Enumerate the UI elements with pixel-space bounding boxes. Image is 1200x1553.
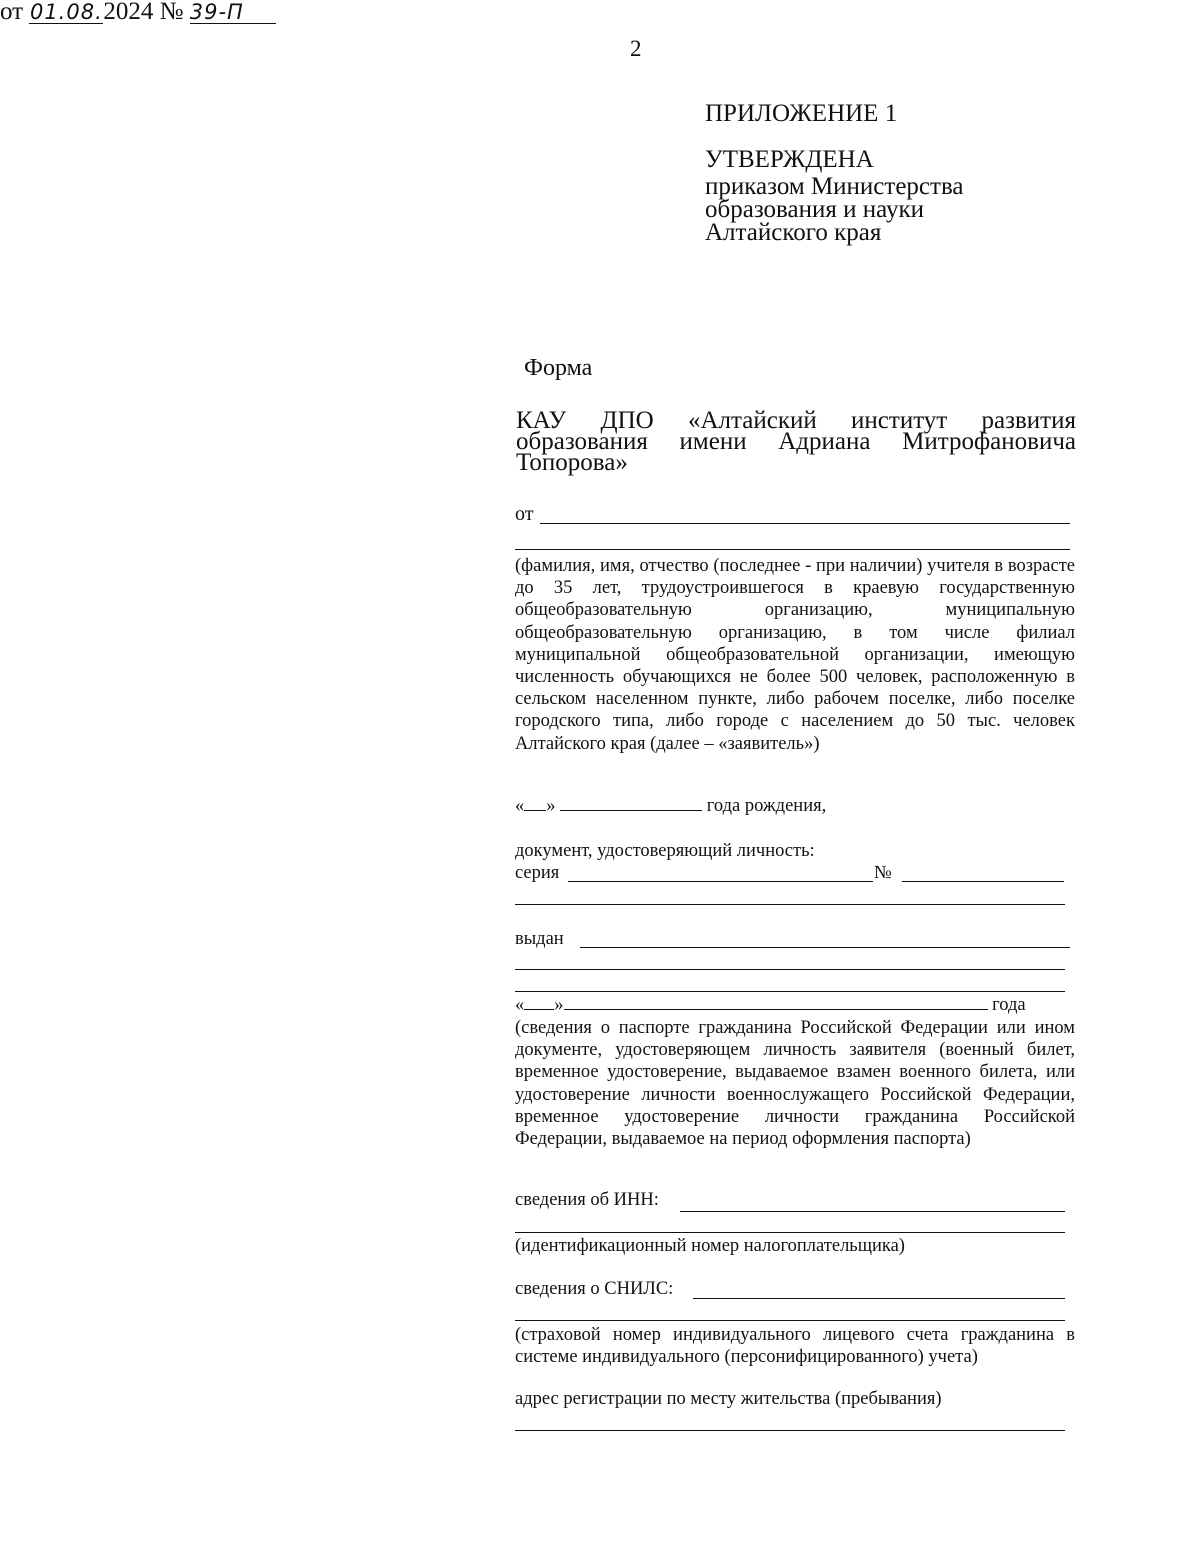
applicant-name-field-line-2[interactable] bbox=[515, 549, 1070, 550]
address-label: адрес регистрации по месту жительства (пребывания) bbox=[515, 1389, 942, 1409]
quote-open: « bbox=[515, 796, 525, 816]
birth-label: года рождения, bbox=[706, 796, 827, 816]
doc-number-field[interactable] bbox=[902, 881, 1064, 882]
doc-number-label: № bbox=[874, 863, 892, 883]
inn-field-line-2[interactable] bbox=[515, 1232, 1065, 1233]
series-field[interactable] bbox=[568, 881, 873, 882]
snils-label: сведения о СНИЛС: bbox=[515, 1279, 674, 1299]
birth-date-row bbox=[515, 796, 826, 817]
id-doc-extra-field[interactable] bbox=[515, 904, 1065, 905]
applicant-name-field[interactable] bbox=[540, 523, 1070, 524]
order-year: 2024 bbox=[103, 0, 154, 25]
approval-stamp bbox=[0, 0, 1200, 246]
issue-month-year-field[interactable] bbox=[564, 1009, 988, 1010]
order-line-1: приказом Министерства bbox=[705, 173, 964, 200]
quote-open: « bbox=[515, 995, 525, 1015]
issue-date-row bbox=[515, 995, 1026, 1016]
order-line-2: образования и науки bbox=[705, 196, 924, 223]
form-label: Форма bbox=[524, 355, 593, 381]
quote-close: » bbox=[554, 995, 564, 1015]
page-number: 2 bbox=[630, 36, 642, 61]
appendix-title: ПРИЛОЖЕНИЕ 1 bbox=[705, 100, 898, 127]
handwritten-number: 39-П bbox=[190, 1, 276, 24]
fio-note: (фамилия, имя, отчество (последнее - при наличии) учителя в возрасте до 35 лет, трудоустроившегося в краевую государственную общеобразовательную организацию, муниципальную общеобразовательную организацию, в том числе филиал муниципальной общеобразовательной организации, имеющую численность обучающихся не более 500 человек, расположенную в сельском населенном пункте, либо рабочем поселке, либо поселке городского типа, либо городе с населением до 50 тыс. человек Алтайского края (далее – «заявитель») bbox=[515, 556, 1075, 754]
order-date-line bbox=[0, 0, 1200, 24]
from-word: от bbox=[0, 0, 24, 25]
quote-close: » bbox=[546, 796, 556, 816]
issue-day-field[interactable] bbox=[524, 1009, 554, 1010]
inn-note: (идентификационный номер налогоплательщика) bbox=[515, 1236, 905, 1256]
order-line-3: Алтайского края bbox=[705, 219, 882, 246]
from-label: от bbox=[515, 503, 534, 525]
snils-note: (страховой номер индивидуального лицевого счета гражданина в системе индивидуального (персонифицированного) учета) bbox=[515, 1325, 1075, 1368]
number-sign: № bbox=[159, 0, 184, 25]
birth-month-year-field[interactable] bbox=[560, 810, 702, 811]
snils-field-line-2[interactable] bbox=[515, 1320, 1065, 1321]
addressee-block: КАУ ДПО «Алтайский институт развития образования имени Адриана Митрофановича Топорова» bbox=[516, 407, 1076, 476]
birth-day-field[interactable] bbox=[524, 810, 546, 811]
inn-label: сведения об ИНН: bbox=[515, 1190, 659, 1210]
approved-label: УТВЕРЖДЕНА bbox=[705, 146, 874, 173]
id-doc-title: документ, удостоверяющий личность: bbox=[515, 841, 815, 861]
year-word: года bbox=[992, 995, 1026, 1015]
handwritten-date: 01.08. bbox=[29, 0, 103, 24]
issued-by-field-line-2[interactable] bbox=[515, 969, 1065, 970]
address-field[interactable] bbox=[515, 1430, 1065, 1431]
issued-by-field[interactable] bbox=[580, 947, 1070, 948]
snils-field[interactable] bbox=[693, 1298, 1065, 1299]
series-label: серия bbox=[515, 863, 560, 883]
inn-field[interactable] bbox=[680, 1211, 1065, 1212]
issued-label: выдан bbox=[515, 929, 564, 949]
issued-by-field-line-3[interactable] bbox=[515, 991, 1065, 992]
passport-note: (сведения о паспорте гражданина Российской Федерации или ином документе, удостоверяющем личность заявителя (военный билет, временное удостоверение, выдаваемое взамен военного билета, или удостоверение личности военнослужащего Российской Федерации, временное удостоверение личности гражданина Российской Федерации, выдаваемое на период оформления паспорта) bbox=[515, 1018, 1075, 1150]
